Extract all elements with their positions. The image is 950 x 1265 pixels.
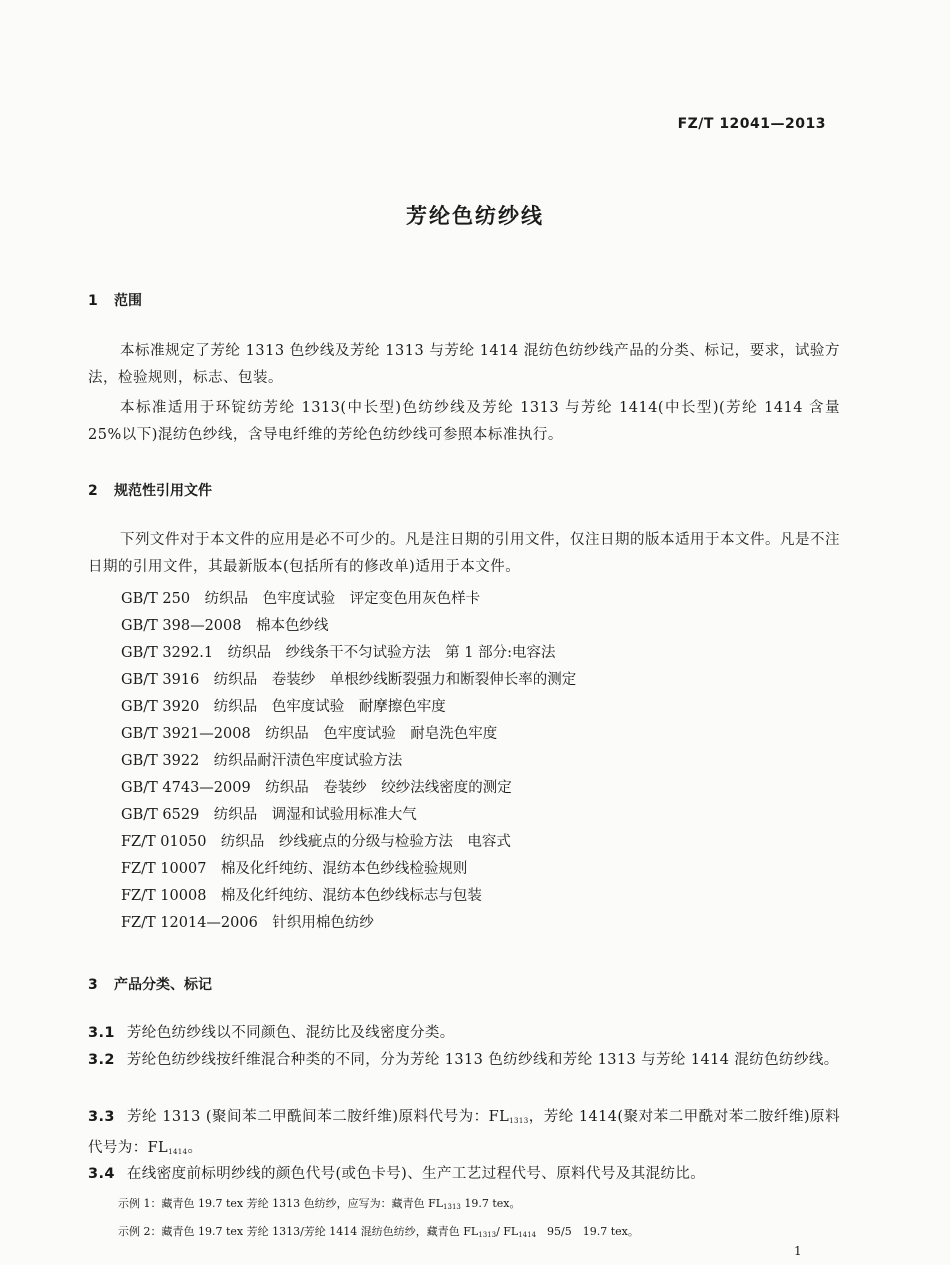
- clause-number: 3.3: [88, 1109, 115, 1125]
- normative-reference: GB/T 6529 纺织品 调湿和试验用标准大气: [121, 807, 417, 823]
- clause-number: 3.1: [88, 1025, 115, 1041]
- section-1-heading: [88, 290, 142, 310]
- page-number: 1: [794, 1244, 802, 1258]
- clause-text: 在线密度前标明纱线的颜色代号(或色卡号)、生产工艺过程代号、原料代号及其混纺比。: [126, 1166, 706, 1182]
- clause-text-part: 芳纶 1313 (聚间苯二甲酰间苯二胺纤维)原料代号为：FL: [126, 1109, 510, 1125]
- code-subscript: 1313: [478, 1231, 497, 1239]
- normative-reference: FZ/T 10008 棉及化纤纯纺、混纺本色纱线标志与包装: [121, 888, 482, 904]
- normative-reference: FZ/T 01050 纺织品 纱线疵点的分级与检验方法 电容式: [121, 834, 511, 850]
- example-text: 示例 2：藏青色 19.7 tex 芳纶 1313/芳纶 1414 混纺色纺纱，藏青色 FL: [118, 1225, 479, 1238]
- normative-reference: GB/T 250 纺织品 色牢度试验 评定变色用灰色样卡: [121, 591, 481, 607]
- normative-reference: GB/T 398—2008 棉本色纱线: [121, 618, 329, 634]
- clause-3-3: [88, 1104, 840, 1166]
- code-subscript: 1313: [509, 1117, 529, 1125]
- example-text: 示例 1：藏青色 19.7 tex 芳纶 1313 色纺纱，应写为：藏青色 FL: [118, 1197, 444, 1210]
- section-2-heading: [88, 480, 212, 500]
- code-subscript: 1414: [518, 1231, 537, 1239]
- section-number: 2: [88, 483, 98, 499]
- example-text: 95/5 19.7 tex。: [536, 1225, 639, 1238]
- normative-reference: GB/T 3922 纺织品耐汗渍色牢度试验方法: [121, 753, 403, 769]
- normative-reference: GB/T 3920 纺织品 色牢度试验 耐摩擦色牢度: [121, 699, 446, 715]
- page-title: 芳纶色纺纱线: [406, 204, 544, 228]
- clause-text-part: ，芳纶 1414(聚对苯二甲酰对苯二胺纤维)原料代号为：FL: [88, 1109, 840, 1156]
- example-1: [118, 1195, 520, 1211]
- section-title: 范围: [114, 293, 142, 309]
- clause-3-1: [88, 1020, 840, 1047]
- clause-text-part: 。: [187, 1140, 203, 1156]
- example-2: [118, 1223, 639, 1239]
- normative-reference: GB/T 3292.1 纺织品 纱线条干不匀试验方法 第 1 部分:电容法: [121, 645, 556, 661]
- clause-number: 3.4: [88, 1166, 115, 1182]
- section-number: 1: [88, 293, 98, 309]
- clause-number: 3.2: [88, 1052, 115, 1068]
- normative-reference: FZ/T 10007 棉及化纤纯纺、混纺本色纱线检验规则: [121, 861, 468, 877]
- document-code: FZ/T 12041—2013: [677, 116, 826, 132]
- section-number: 3: [88, 977, 98, 993]
- normative-reference: GB/T 3921—2008 纺织品 色牢度试验 耐皂洗色牢度: [121, 726, 498, 742]
- normative-reference: FZ/T 12014—2006 针织用棉色纺纱: [121, 915, 374, 931]
- clause-3-2: [88, 1047, 840, 1074]
- normative-reference: GB/T 3916 纺织品 卷装纱 单根纱线断裂强力和断裂伸长率的测定: [121, 672, 577, 688]
- section-2-paragraph-1: 下列文件对于本文件的应用是必不可少的。凡是注日期的引用文件，仅注日期的版本适用于本文件。凡是不注日期的引用文件，其最新版本(包括所有的修改单)适用于本文件。: [88, 532, 840, 575]
- example-text: / FL: [496, 1225, 519, 1238]
- section-1-paragraph-1: 本标准规定了芳纶 1313 色纱线及芳纶 1313 与芳纶 1414 混纺色纺纱线产品的分类、标记，要求，试验方法，检验规则，标志、包装。: [88, 343, 840, 386]
- clause-text: 芳纶色纺纱线以不同颜色、混纺比及线密度分类。: [126, 1025, 455, 1041]
- section-3-heading: [88, 974, 212, 994]
- section-title: 产品分类、标记: [114, 977, 212, 993]
- clause-3-4: [88, 1161, 840, 1188]
- example-text: 19.7 tex。: [460, 1197, 521, 1210]
- code-subscript: 1313: [443, 1203, 461, 1211]
- code-subscript: 1414: [168, 1148, 188, 1156]
- section-title: 规范性引用文件: [114, 483, 212, 499]
- clause-text: 芳纶色纺纱线按纤维混合种类的不同，分为芳纶 1313 色纺纱线和芳纶 1313 与芳纶 1414 混纺色纺纱线。: [126, 1052, 839, 1068]
- section-1-paragraph-2: 本标准适用于环锭纺芳纶 1313(中长型)色纺纱线及芳纶 1313 与芳纶 1414(中长型)(芳纶 1414 含量 25%以下)混纺色纱线，含导电纤维的芳纶色纺纱线可参照本标准执行。: [88, 400, 840, 443]
- normative-reference: GB/T 4743—2009 纺织品 卷装纱 绞纱法线密度的测定: [121, 780, 512, 796]
